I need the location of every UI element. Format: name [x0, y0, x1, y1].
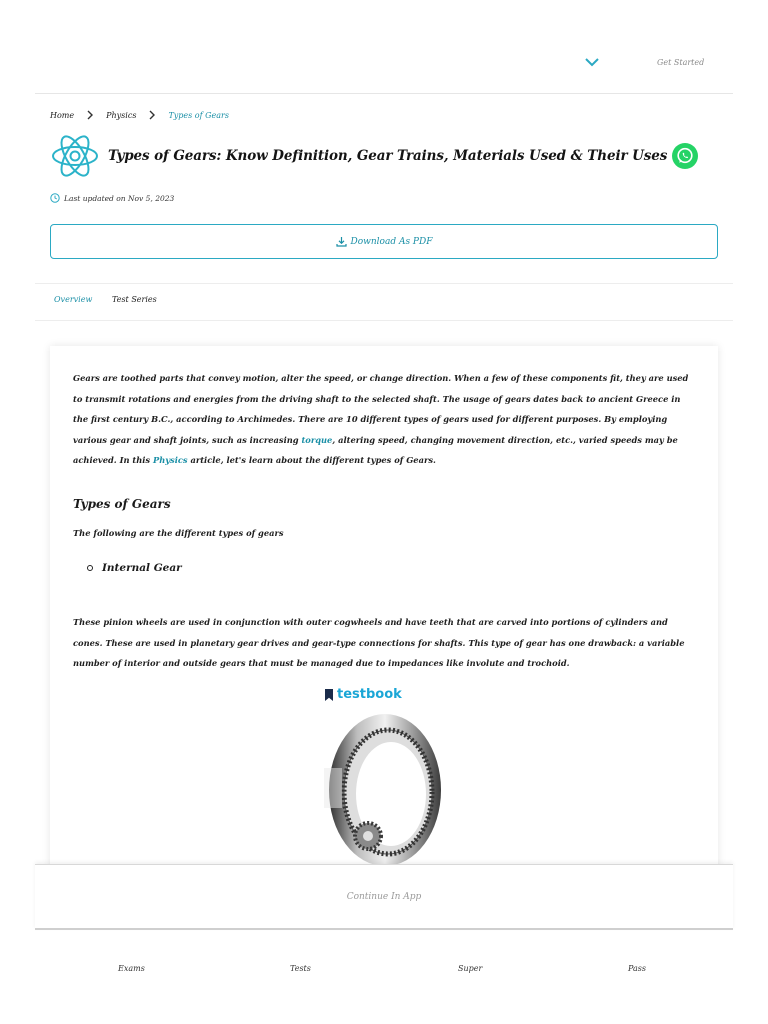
physics-link[interactable]: Physics — [152, 455, 188, 465]
bookmark-icon — [324, 689, 334, 701]
get-started-link[interactable]: Get Started — [657, 58, 705, 67]
intro-text-1: Gears are toothed parts that convey motion, alter the speed, or change direction. When a few of these components fit, they are used to transmit rotations and energies from the driving shaft to the selected shaft. The usage of gears dates back to ancient Greece in the first century B.C., according to Archimedes. There are 10 different types of gears used for different purposes. By employing various gear and shaft joints, such as increasing — [73, 373, 689, 445]
tab-test-series[interactable]: Test Series — [112, 295, 157, 304]
torque-link[interactable]: torque — [301, 434, 333, 445]
clock-icon — [50, 193, 60, 203]
tab-overview[interactable]: Overview — [54, 295, 93, 304]
bullet-icon — [87, 565, 93, 571]
article-card — [50, 346, 718, 876]
internal-gear-image — [320, 708, 450, 873]
nav-super[interactable]: Super — [458, 964, 483, 973]
nav-pass[interactable]: Pass — [628, 964, 647, 973]
continue-in-app-button[interactable] — [35, 864, 733, 930]
download-icon — [336, 236, 347, 247]
top-bar — [35, 30, 733, 94]
testbook-logo — [324, 687, 402, 702]
bullet-label: Internal Gear — [102, 562, 182, 574]
download-pdf-button[interactable] — [50, 224, 718, 259]
page-title: Types of Gears: Know Definition, Gear Trains, Materials Used & Their Uses — [108, 148, 668, 164]
title-row — [50, 131, 698, 181]
breadcrumb-physics[interactable]: Physics — [106, 110, 137, 120]
chevron-right-icon — [148, 110, 156, 120]
section-subheading: The following are the different types of gears — [73, 528, 284, 538]
section-heading: Types of Gears — [73, 497, 171, 511]
breadcrumb-current: Types of Gears — [168, 110, 229, 120]
nav-exams[interactable]: Exams — [118, 964, 145, 973]
atom-icon — [50, 131, 100, 181]
chevron-down-icon[interactable] — [584, 56, 600, 68]
whatsapp-icon[interactable] — [672, 143, 698, 169]
last-updated — [50, 193, 174, 203]
intro-text-2: , altering speed, changing movement direction, etc., varied speeds may be achieved. In this — [73, 434, 678, 465]
tab-bar — [35, 283, 733, 321]
breadcrumb-home[interactable]: Home — [50, 110, 75, 120]
testbook-wordmark: testbook — [337, 687, 402, 702]
list-item — [87, 562, 182, 574]
description-paragraph: These pinion wheels are used in conjunction with outer cogwheels and have teeth that are carved into portions of cylinders and cones. These are used in planetary gear drives and gear-type connections for shafts. This type of gear has one drawback: a variable number of interior and outside gears that must be managed due to impedances like involute and trochoid. — [73, 617, 685, 668]
download-pdf-label: Download As PDF — [350, 236, 433, 247]
intro-paragraph — [73, 368, 695, 471]
nav-tests[interactable]: Tests — [290, 964, 311, 973]
chevron-right-icon — [86, 110, 94, 120]
bottom-nav — [0, 960, 768, 980]
intro-text-3: article, let's learn about the different types of Gears. — [187, 455, 436, 465]
breadcrumb — [50, 110, 229, 120]
last-updated-text: Last updated on Nov 5, 2023 — [64, 193, 175, 203]
continue-label: Continue In App — [346, 891, 422, 902]
